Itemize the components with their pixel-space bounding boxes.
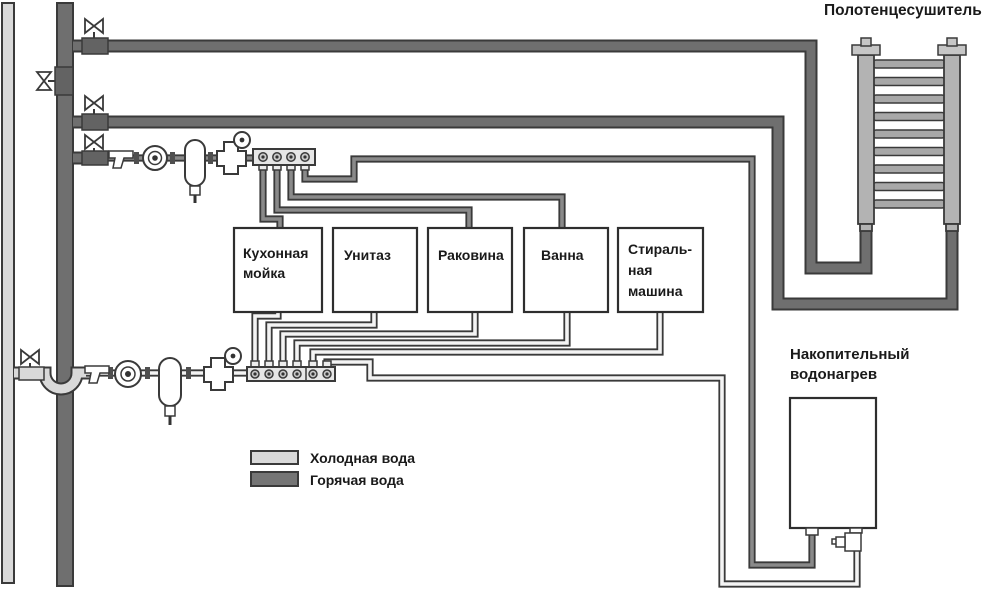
cold-riser xyxy=(2,3,14,583)
heater-label-line: Накопительный xyxy=(790,346,910,363)
cold-manifold xyxy=(247,361,335,381)
pipe-union xyxy=(134,152,139,164)
pressure-reducer-icon xyxy=(217,132,250,174)
valve-icon xyxy=(82,19,108,54)
valve-icon xyxy=(19,350,44,380)
fixture-label-kitchen-sink: Кухонная мойка xyxy=(243,245,309,281)
water-meter-icon xyxy=(115,361,141,387)
valve-icon xyxy=(82,96,108,130)
pipe-union xyxy=(186,367,191,379)
legend-swatch-hot xyxy=(251,472,298,486)
towel-rail xyxy=(852,38,966,231)
heater-label xyxy=(790,345,909,385)
cold-line-water-heater xyxy=(327,362,857,584)
fixture-label-washing-machine: Стираль- ная машина xyxy=(628,241,693,299)
safety-valve-icon xyxy=(832,533,861,551)
valve-icon xyxy=(82,135,108,165)
fixture-label-sink: Раковина xyxy=(438,247,504,263)
fixture-box-bath xyxy=(524,228,608,312)
filter-icon xyxy=(159,358,181,425)
legend-label-hot: Горячая вода xyxy=(310,472,404,488)
legend-label-cold: Холодная вода xyxy=(310,450,416,466)
legend xyxy=(251,451,298,486)
towel-rail-title: Полотенцесушитель xyxy=(824,2,982,19)
water-meter-icon xyxy=(143,146,167,170)
pipe-union xyxy=(145,367,150,379)
water-heater-box xyxy=(790,398,876,535)
hot-manifold xyxy=(253,149,315,170)
legend-swatch-cold xyxy=(251,451,298,464)
pipe-union xyxy=(170,152,175,164)
filter-icon xyxy=(185,140,205,203)
riser-valve-icon xyxy=(37,67,73,95)
fixture-box-toilet xyxy=(333,228,417,312)
fixture-label-toilet: Унитаз xyxy=(344,247,392,263)
fixture-box-sink xyxy=(428,228,512,312)
pressure-reducer-icon xyxy=(204,348,241,390)
pipe-union xyxy=(208,152,213,164)
fixture-label-bath: Ванна xyxy=(541,247,584,263)
heater-label-line: водонагрев xyxy=(790,366,878,383)
